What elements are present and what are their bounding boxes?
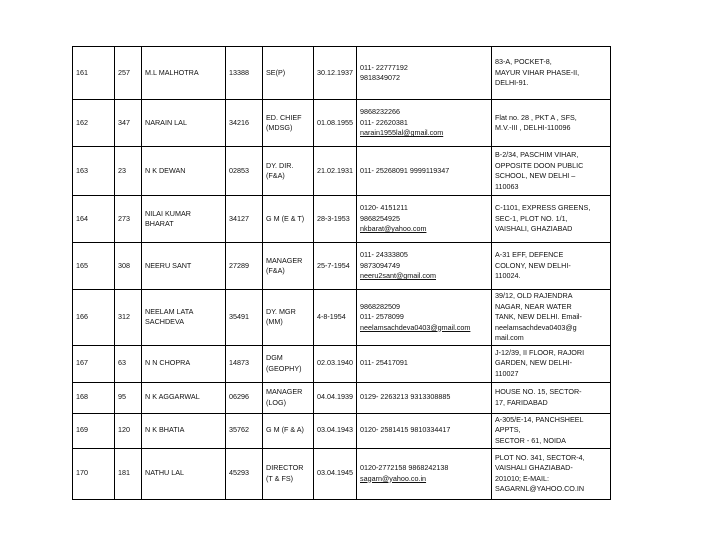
contact-cell bbox=[357, 147, 492, 196]
designation-cell bbox=[263, 448, 314, 499]
table-row bbox=[73, 243, 611, 290]
serial-number-cell: 166 bbox=[73, 290, 115, 346]
contact-cell bbox=[357, 47, 492, 100]
phone-line: sagarn@yahoo.co.in bbox=[360, 473, 427, 483]
birth-date-cell: 28-3-1953 bbox=[314, 196, 357, 243]
address-cell bbox=[492, 345, 611, 382]
contact-cell bbox=[357, 196, 492, 243]
table-row bbox=[73, 345, 611, 382]
member-name-cell bbox=[142, 382, 226, 413]
desig-line: (MM) bbox=[266, 317, 283, 327]
serial-number-cell: 161 bbox=[73, 47, 115, 100]
address-line: HOUSE NO. 15, SECTOR- bbox=[495, 387, 582, 396]
serial-number-cell: 167 bbox=[73, 345, 115, 382]
name-line: BHARAT bbox=[145, 219, 174, 228]
employee-id-cell: 45293 bbox=[226, 448, 263, 499]
desig-line: (F&A) bbox=[266, 171, 285, 180]
phone-line: neeru2sant@gmail.com bbox=[360, 271, 437, 281]
address-line: DELHI-91. bbox=[495, 78, 529, 88]
desig-line: (GEOPHY) bbox=[266, 363, 302, 373]
desig-line: (T & FS) bbox=[266, 473, 294, 483]
desig-line: ED. CHIEF bbox=[266, 112, 302, 122]
address-line: SAGARNL@YAHOO.CO.IN bbox=[495, 484, 585, 493]
address-cell bbox=[492, 100, 611, 147]
birth-date-cell: 30.12.1937 bbox=[314, 47, 357, 100]
serial-number-cell: 168 bbox=[73, 382, 115, 413]
member-code-cell: 308 bbox=[115, 243, 142, 290]
employee-id-cell: 35762 bbox=[226, 413, 263, 448]
name-line: NEERU SANT bbox=[145, 260, 192, 270]
address-line: VAISHALI GHAZIABAD- bbox=[495, 463, 573, 472]
address-line: J-12/39, II FLOOR, RAJORI bbox=[495, 347, 585, 357]
member-code-cell: 95 bbox=[115, 382, 142, 413]
serial-number-cell: 170 bbox=[73, 448, 115, 499]
designation-cell bbox=[263, 290, 314, 346]
member-name-cell bbox=[142, 345, 226, 382]
phone-line: 011- 24333805 bbox=[360, 250, 408, 260]
address-line: COLONY, NEW DELHI- bbox=[495, 260, 571, 270]
serial-number-cell: 162 bbox=[73, 100, 115, 147]
address-line: mail.com bbox=[495, 333, 524, 342]
table-row bbox=[73, 100, 611, 147]
phone-line: 011- 2578099 bbox=[360, 312, 404, 321]
name-line: N K BHATIA bbox=[145, 425, 185, 435]
member-code-cell: 347 bbox=[115, 100, 142, 147]
address-line: 83-A, POCKET-8, bbox=[495, 57, 552, 67]
address-line: neelamsachdeva0403@g bbox=[495, 322, 577, 332]
address-cell bbox=[492, 382, 611, 413]
name-line: NARAIN LAL bbox=[145, 117, 187, 127]
desig-line: SE(P) bbox=[266, 67, 286, 77]
name-line: N K DEWAN bbox=[145, 165, 186, 175]
designation-cell bbox=[263, 345, 314, 382]
desig-line: (LOG) bbox=[266, 397, 286, 407]
name-line: M.L MALHOTRA bbox=[145, 67, 199, 77]
serial-number-cell: 164 bbox=[73, 196, 115, 243]
address-line: A-31 EFF, DEFENCE bbox=[495, 250, 564, 260]
contact-cell bbox=[357, 100, 492, 147]
member-name-cell bbox=[142, 100, 226, 147]
phone-line: 011- 22777192 bbox=[360, 62, 408, 72]
employee-id-cell: 02853 bbox=[226, 147, 263, 196]
table-row bbox=[73, 47, 611, 100]
name-line: NATHU LAL bbox=[145, 468, 185, 478]
contact-cell bbox=[357, 382, 492, 413]
desig-line: (MDSG) bbox=[266, 123, 293, 132]
name-line: N N CHOPRA bbox=[145, 358, 191, 368]
phone-line: neelamsachdeva0403@gmail.com bbox=[360, 322, 471, 332]
member-code-cell: 257 bbox=[115, 47, 142, 100]
address-line: VAISHALI, GHAZIABAD bbox=[495, 224, 573, 234]
employee-id-cell: 35491 bbox=[226, 290, 263, 346]
address-line: B-2/34, PASCHIM VIHAR, bbox=[495, 150, 579, 159]
birth-date-cell: 25-7-1954 bbox=[314, 243, 357, 290]
member-code-cell: 273 bbox=[115, 196, 142, 243]
contact-cell bbox=[357, 243, 492, 290]
address-line: PLOT NO. 341, SECTOR-4, bbox=[495, 452, 585, 462]
birth-date-cell: 03.04.1945 bbox=[314, 448, 357, 499]
member-name-cell bbox=[142, 448, 226, 499]
designation-cell bbox=[263, 147, 314, 196]
address-line: C-1101, EXPRESS GREENS, bbox=[495, 203, 591, 213]
table-body bbox=[73, 47, 611, 500]
member-code-cell: 181 bbox=[115, 448, 142, 499]
address-line: MAYUR VIHAR PHASE-II, bbox=[495, 67, 580, 77]
address-cell bbox=[492, 243, 611, 290]
address-line: SECTOR - 61, NOIDA bbox=[495, 435, 566, 445]
employee-id-cell: 34127 bbox=[226, 196, 263, 243]
desig-line: G M (F & A) bbox=[266, 425, 304, 435]
phone-line: 9868254925 bbox=[360, 213, 400, 223]
contact-cell bbox=[357, 290, 492, 346]
address-line: GARDEN, NEW DELHI- bbox=[495, 358, 573, 368]
address-cell bbox=[492, 196, 611, 243]
phone-line: 011- 25417091 bbox=[360, 358, 408, 368]
contact-cell bbox=[357, 413, 492, 448]
member-code-cell: 312 bbox=[115, 290, 142, 346]
address-line: SEC-1, PLOT NO. 1/1, bbox=[495, 213, 568, 223]
desig-line: DY. MGR bbox=[266, 306, 296, 316]
member-name-cell bbox=[142, 196, 226, 243]
address-line: NAGAR, NEAR WATER bbox=[495, 301, 572, 311]
desig-line: G M (E & T) bbox=[266, 213, 305, 223]
contact-cell bbox=[357, 448, 492, 499]
table-row bbox=[73, 290, 611, 346]
name-line: NILAI KUMAR bbox=[145, 208, 191, 218]
desig-line: DY. DIR. bbox=[266, 160, 294, 170]
name-line: SACHDEVA bbox=[145, 317, 185, 327]
serial-number-cell: 165 bbox=[73, 243, 115, 290]
phone-line: 9868232266 bbox=[360, 107, 400, 117]
address-line: Flat no. 28 , PKT A , SFS, bbox=[495, 112, 577, 122]
address-line: M.V.-III , DELHI-110096 bbox=[495, 123, 571, 132]
table-row bbox=[73, 147, 611, 196]
phone-line: 011- 22620381 bbox=[360, 117, 408, 127]
birth-date-cell: 21.02.1931 bbox=[314, 147, 357, 196]
address-line: A-305/E-14, PANCHSHEEL bbox=[495, 414, 584, 424]
desig-line: (F&A) bbox=[266, 266, 285, 275]
address-cell bbox=[492, 413, 611, 448]
address-line: 17, FARIDABAD bbox=[495, 397, 548, 407]
phone-line: 0120- 4151211 bbox=[360, 203, 408, 213]
birth-date-cell: 4-8-1954 bbox=[314, 290, 357, 346]
phone-line: 0120-2772158 9868242138 bbox=[360, 463, 449, 472]
phone-line: 9868282509 bbox=[360, 301, 400, 311]
member-name-cell bbox=[142, 413, 226, 448]
desig-line: DGM bbox=[266, 353, 283, 362]
address-cell bbox=[492, 290, 611, 346]
address-line: 110063 bbox=[495, 181, 519, 191]
address-cell bbox=[492, 147, 611, 196]
address-line: 39/12, OLD RAJENDRA bbox=[495, 291, 573, 300]
serial-number-cell: 169 bbox=[73, 413, 115, 448]
employee-id-cell: 13388 bbox=[226, 47, 263, 100]
table-row bbox=[73, 448, 611, 499]
name-line: N K AGGARWAL bbox=[145, 392, 200, 402]
contact-cell bbox=[357, 345, 492, 382]
member-name-cell bbox=[142, 47, 226, 100]
address-line: OPPOSITE DOON PUBLIC bbox=[495, 160, 584, 170]
desig-line: MANAGER bbox=[266, 387, 303, 396]
member-code-cell: 63 bbox=[115, 345, 142, 382]
birth-date-cell: 01.08.1955 bbox=[314, 100, 357, 147]
address-line: 110024. bbox=[495, 271, 521, 281]
address-cell bbox=[492, 448, 611, 499]
address-line: 201010; E-MAIL: bbox=[495, 473, 549, 483]
designation-cell bbox=[263, 413, 314, 448]
address-line: TANK, NEW DELHI. Email- bbox=[495, 312, 582, 321]
birth-date-cell: 03.04.1943 bbox=[314, 413, 357, 448]
employee-id-cell: 34216 bbox=[226, 100, 263, 147]
desig-line: MANAGER bbox=[266, 255, 303, 265]
name-line: NEELAM LATA bbox=[145, 306, 194, 316]
address-line: 110027 bbox=[495, 368, 519, 378]
address-line: SCHOOL, NEW DELHI – bbox=[495, 171, 576, 180]
member-code-cell: 120 bbox=[115, 413, 142, 448]
member-name-cell bbox=[142, 290, 226, 346]
phone-line: 9818349072 bbox=[360, 73, 400, 82]
phone-line: nkbarat@yahoo.com bbox=[360, 224, 427, 234]
phone-line: 0120- 2581415 9810334417 bbox=[360, 425, 451, 435]
birth-date-cell: 04.04.1939 bbox=[314, 382, 357, 413]
designation-cell bbox=[263, 47, 314, 100]
phone-line: narain1955lal@gmail.com bbox=[360, 128, 444, 138]
address-cell bbox=[492, 47, 611, 100]
designation-cell bbox=[263, 243, 314, 290]
phone-line: 9873094749 bbox=[360, 260, 400, 270]
address-line: APPTS, bbox=[495, 425, 521, 435]
birth-date-cell: 02.03.1940 bbox=[314, 345, 357, 382]
serial-number-cell: 163 bbox=[73, 147, 115, 196]
employee-id-cell: 14873 bbox=[226, 345, 263, 382]
member-directory-table bbox=[72, 46, 611, 500]
table-row bbox=[73, 413, 611, 448]
employee-id-cell: 27289 bbox=[226, 243, 263, 290]
designation-cell bbox=[263, 100, 314, 147]
member-code-cell: 23 bbox=[115, 147, 142, 196]
table-row bbox=[73, 196, 611, 243]
designation-cell bbox=[263, 196, 314, 243]
member-name-cell bbox=[142, 147, 226, 196]
phone-line: 0129- 2263213 9313308885 bbox=[360, 392, 451, 402]
table-row bbox=[73, 382, 611, 413]
designation-cell bbox=[263, 382, 314, 413]
desig-line: DIRECTOR bbox=[266, 463, 304, 472]
employee-id-cell: 06296 bbox=[226, 382, 263, 413]
member-name-cell bbox=[142, 243, 226, 290]
phone-line: 011- 25268091 9999119347 bbox=[360, 165, 450, 175]
